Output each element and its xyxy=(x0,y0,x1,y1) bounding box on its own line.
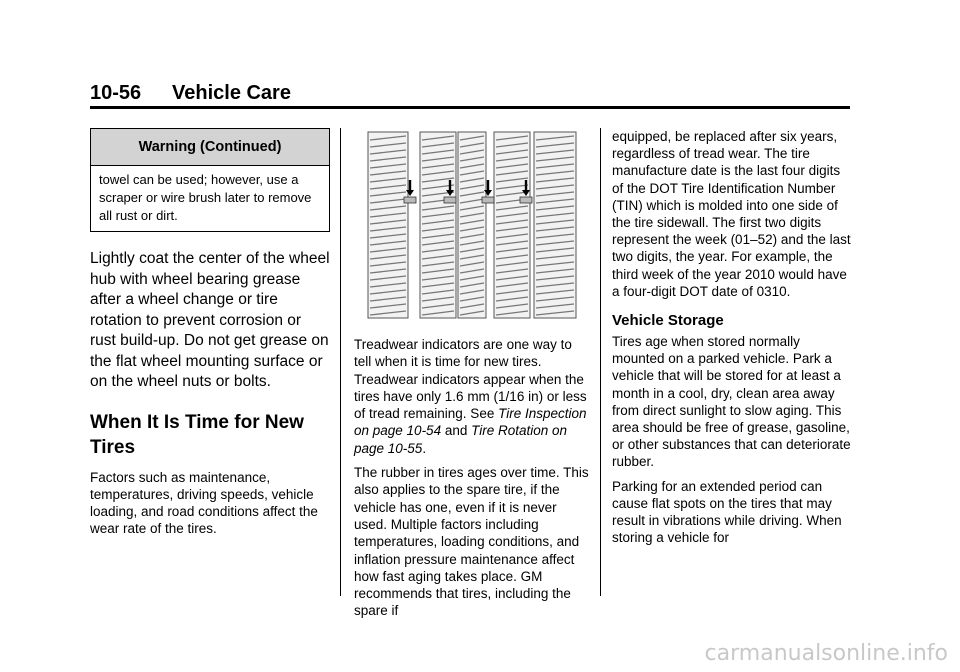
tire-rotation-link[interactable]: Tire Rotation on page 10-55 xyxy=(354,423,568,456)
tread-wear-indicator-illustration xyxy=(354,128,590,324)
treadwear-text-end: . xyxy=(422,440,427,456)
treadwear-text-mid: and xyxy=(441,423,472,439)
tire-inspection-link[interactable]: Tire Inspection on page 10-54 xyxy=(354,406,587,439)
warning-box xyxy=(90,128,330,232)
flat-spots-paragraph: Parking for an extended period can cause flat spots on the tires that may result in vibrations while driving. When storing a vehicle for xyxy=(612,478,842,546)
warning-text: towel can be used; however, use a scraper or wire brush later to remove all rust or dirt. xyxy=(99,172,312,223)
column-2 xyxy=(354,128,590,627)
column-3 xyxy=(612,128,852,553)
section-title: Vehicle Care xyxy=(172,82,291,104)
treadwear-text-start: Treadwear indicators are one way to tell when it is time for new tires. Treadwear indicators appear when the tires have only 1.6 mm (1/16 in) or less of tread remaining. See xyxy=(354,337,587,422)
wheel-hub-paragraph: Lightly coat the center of the wheel hub with wheel bearing grease after a wheel change or tire rotation to prevent corrosion or rust build-up. Do not get grease on the flat wheel mounting surface or on the wheel nuts or bolts. xyxy=(90,250,330,390)
new-tires-heading: When It Is Time for New Tires xyxy=(90,411,304,458)
wear-factors-paragraph: Factors such as maintenance, temperatures, driving speeds, vehicle loading, and road conditions affect the wear rate of the tires. xyxy=(90,469,318,537)
page-number: 10-56 xyxy=(90,82,142,104)
vehicle-storage-heading: Vehicle Storage xyxy=(612,312,724,330)
column-divider xyxy=(600,128,601,596)
column-divider xyxy=(340,128,341,596)
watermark: carmanualsonline.info xyxy=(704,641,948,666)
tire-aging-paragraph: The rubber in tires ages over time. This also applies to the spare tire, if the vehicle has one, even if it is never used. Multiple factors including temperatures, loading conditions, and inflation pressure maintenance affect how fast aging takes place. GM recommends that tires, including the spare if xyxy=(354,465,589,619)
header-rule xyxy=(90,106,850,109)
replacement-paragraph: equipped, be replaced after six years, regardless of tread wear. The tire manufacture date is the last four digits of the DOT Tire Identification Number (TIN) which is molded into one side of the tire sidewall. The first two digits represent the week (01–52) and the last two digits, the year. For example, the third week of the year 2010 would have a four-digit DOT date of 0310. xyxy=(612,129,851,299)
treadwear-paragraph xyxy=(354,336,590,457)
column-1 xyxy=(90,128,330,545)
warning-title: Warning (Continued) xyxy=(91,129,329,166)
storage-paragraph: Tires age when stored normally mounted on a parked vehicle. Park a vehicle that will be stored for at least a month in a cool, dry, clean area away from direct sunlight to slow aging. This area should be free of grease, gasoline, or other substances that can deteriorate rubber. xyxy=(612,334,851,470)
page-header xyxy=(90,82,850,106)
